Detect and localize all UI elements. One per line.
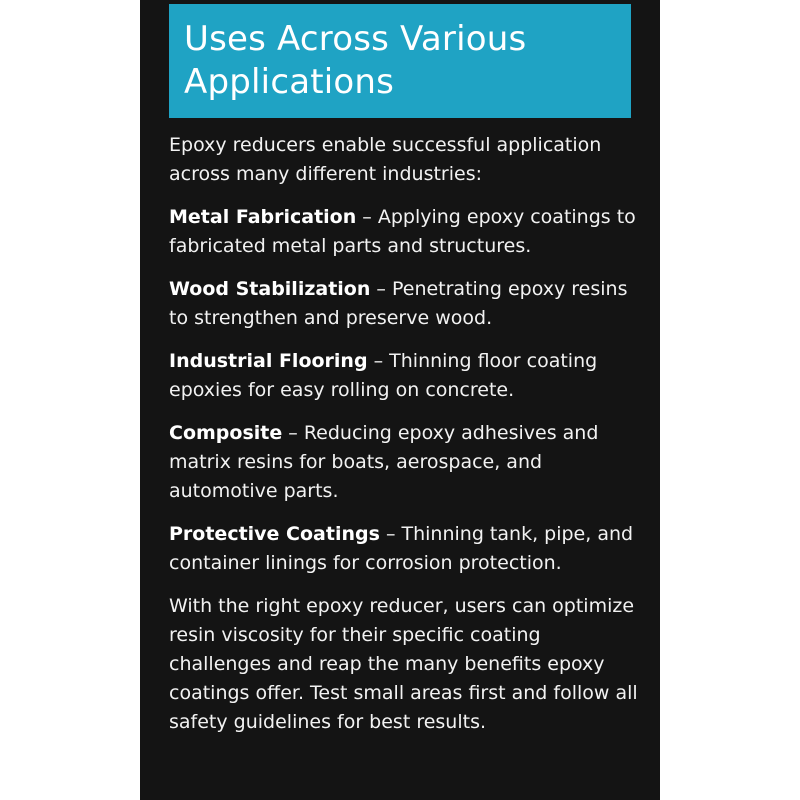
article-body bbox=[169, 131, 639, 751]
use-description: – Reducing epoxy adhesives and matrix resins for boats, aerospace, and automotive parts. bbox=[169, 422, 599, 502]
use-description: – Thinning floor coating epoxies for easy rolling on concrete. bbox=[169, 350, 598, 401]
use-item bbox=[169, 275, 639, 333]
use-item bbox=[169, 347, 639, 405]
intro-paragraph: Epoxy reducers enable successful application across many different industries: bbox=[169, 134, 602, 185]
use-term: Composite bbox=[169, 422, 283, 444]
use-term: Metal Fabrication bbox=[169, 206, 357, 228]
use-item bbox=[169, 203, 639, 261]
use-term: Industrial Flooring bbox=[169, 350, 368, 372]
use-description: – Applying epoxy coatings to fabricated metal parts and structures. bbox=[169, 206, 636, 257]
section-heading-box bbox=[169, 4, 631, 118]
conclusion-paragraph: With the right epoxy reducer, users can optimize resin viscosity for their specific coating challenges and reap the many benefits epoxy coatings offer. Test small areas first and follow all safety guidelines for best results. bbox=[169, 595, 638, 733]
use-item bbox=[169, 520, 639, 578]
use-description: – Penetrating epoxy resins to strengthen and preserve wood. bbox=[169, 278, 628, 329]
use-term: Protective Coatings bbox=[169, 523, 380, 545]
use-description: – Thinning tank, pipe, and container linings for corrosion protection. bbox=[169, 523, 634, 574]
article-content bbox=[140, 0, 660, 800]
section-heading: Uses Across Various Applications bbox=[184, 19, 527, 102]
use-item bbox=[169, 419, 639, 506]
use-term: Wood Stabilization bbox=[169, 278, 371, 300]
